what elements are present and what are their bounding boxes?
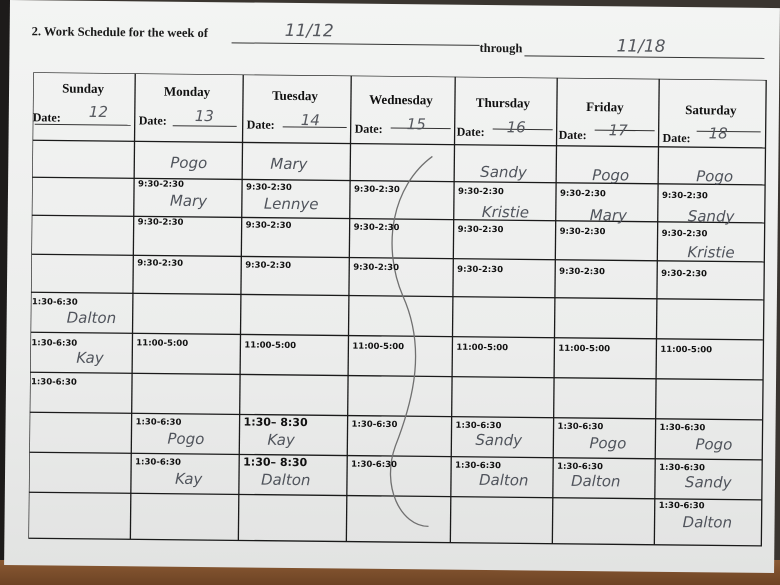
schedule-title: 2. Work Schedule for the week of [31, 24, 209, 41]
employee-name: Dalton [478, 470, 529, 490]
employee-name: Kay [174, 469, 203, 489]
shift-label: 1:30-6:30 [31, 297, 78, 308]
date-value-thursday: 16 [506, 118, 526, 137]
employee-name: Kay [267, 430, 295, 450]
employee-name: Mary [270, 154, 308, 174]
shift-label: 9:30-2:30 [353, 184, 400, 196]
shift-label: 1:30-6:30 [455, 420, 502, 432]
shift-label: 1:30-6:30 [30, 377, 77, 388]
shift-label: 9:30-2:30 [245, 260, 292, 271]
date-label-monday: Date: [138, 113, 167, 128]
start-date-line [232, 42, 480, 46]
shift-label: 1:30-6:30 [135, 417, 182, 428]
shift-label: 1:30-6:30 [659, 462, 705, 474]
end-date-handwritten: 11/18 [616, 36, 666, 57]
shift-label: 1:30– 8:30 [243, 415, 308, 430]
date-value-sunday: 12 [88, 102, 109, 122]
shift-label: 1:30-6:30 [557, 421, 604, 433]
employee-name: Kristie [481, 202, 530, 222]
employee-name: Dalton [66, 308, 117, 328]
employee-name: Mary [589, 206, 628, 225]
shift-label: 1:30-6:30 [31, 338, 78, 349]
schedule-grid [28, 72, 768, 550]
date-value-friday: 17 [608, 121, 628, 140]
shift-label: 9:30-2:30 [353, 262, 400, 274]
shift-label: 9:30-2:30 [559, 266, 606, 278]
start-date-handwritten: 11/12 [284, 20, 334, 42]
date-value-wednesday: 15 [406, 115, 426, 134]
shift-label: 9:30-2:30 [353, 222, 400, 234]
employee-name: Pogo [592, 166, 630, 185]
shift-label: 1:30-6:30 [455, 460, 502, 472]
shift-label: 1:30-6:30 [659, 422, 706, 434]
schedule-sheet [4, 0, 780, 573]
day-name-monday: Monday [163, 83, 211, 100]
shift-label: 11:00-5:00 [456, 342, 509, 354]
shift-label: 9:30-2:30 [138, 179, 184, 190]
shift-label: 11:00-5:00 [352, 341, 405, 353]
day-name-tuesday: Tuesday [272, 87, 318, 104]
date-value-monday: 13 [194, 106, 214, 126]
employee-name: Pogo [589, 434, 627, 453]
through-label: through [479, 40, 523, 56]
shift-label: 9:30-2:30 [661, 268, 708, 280]
date-label-sunday: Date: [32, 110, 61, 125]
shift-label: 1:30-6:30 [351, 459, 398, 471]
shift-label: 1:30-6:30 [557, 461, 604, 473]
shift-label: 9:30-2:30 [137, 258, 184, 269]
employee-name: Sandy [684, 473, 732, 492]
day-name-friday: Friday [586, 99, 624, 115]
date-label-friday: Date: [558, 127, 587, 143]
day-name-saturday: Saturday [685, 102, 737, 118]
shift-label: 11:00-5:00 [244, 340, 297, 352]
shift-label: 9:30-2:30 [661, 228, 708, 240]
employee-name: Sandy [480, 162, 527, 182]
employee-name: Pogo [170, 153, 208, 173]
shift-label: 1:30– 8:30 [243, 455, 308, 470]
shift-label: 9:30-2:30 [559, 226, 606, 238]
employee-name: Mary [169, 191, 208, 211]
employee-name: Dalton [260, 470, 311, 490]
date-label-thursday: Date: [456, 124, 485, 139]
shift-label: 11:00-5:00 [558, 343, 611, 355]
day-name-wednesday: Wednesday [369, 91, 433, 108]
date-label-tuesday: Date: [246, 117, 275, 132]
date-value-tuesday: 14 [300, 111, 320, 130]
employee-name: Sandy [475, 430, 523, 450]
employee-name: Pogo [695, 435, 733, 454]
shift-label: 9:30-2:30 [559, 188, 606, 200]
shift-label: 9:30-2:30 [457, 224, 504, 236]
shift-label: 9:30-2:30 [245, 182, 292, 193]
employee-name: Dalton [570, 471, 621, 491]
date-label-saturday: Date: [662, 130, 691, 146]
shift-label: 11:00-5:00 [660, 344, 713, 356]
date-value-saturday: 18 [708, 124, 728, 143]
shift-label: 9:30-2:30 [137, 217, 184, 228]
shift-label: 1:30-6:30 [658, 500, 705, 512]
shift-label: 1:30-6:30 [351, 419, 398, 431]
day-name-thursday: Thursday [475, 94, 531, 111]
employee-name: Kay [76, 348, 104, 367]
employee-name: Kristie [687, 243, 735, 262]
employee-name: Lennye [263, 194, 319, 214]
date-label-wednesday: Date: [354, 121, 383, 136]
employee-name: Dalton [682, 513, 733, 532]
employee-name: Pogo [167, 429, 205, 449]
shift-label: 9:30-2:30 [661, 190, 708, 202]
employee-name: Pogo [696, 167, 734, 186]
shift-label: 11:00-5:00 [136, 338, 189, 349]
shift-label: 1:30-6:30 [135, 457, 182, 468]
employee-name: Sandy [687, 207, 735, 226]
shift-label: 9:30-2:30 [457, 186, 504, 198]
grid-lines [28, 72, 768, 550]
shift-label: 9:30-2:30 [457, 264, 504, 276]
shift-label: 9:30-2:30 [245, 220, 292, 231]
day-name-sunday: Sunday [62, 80, 105, 96]
